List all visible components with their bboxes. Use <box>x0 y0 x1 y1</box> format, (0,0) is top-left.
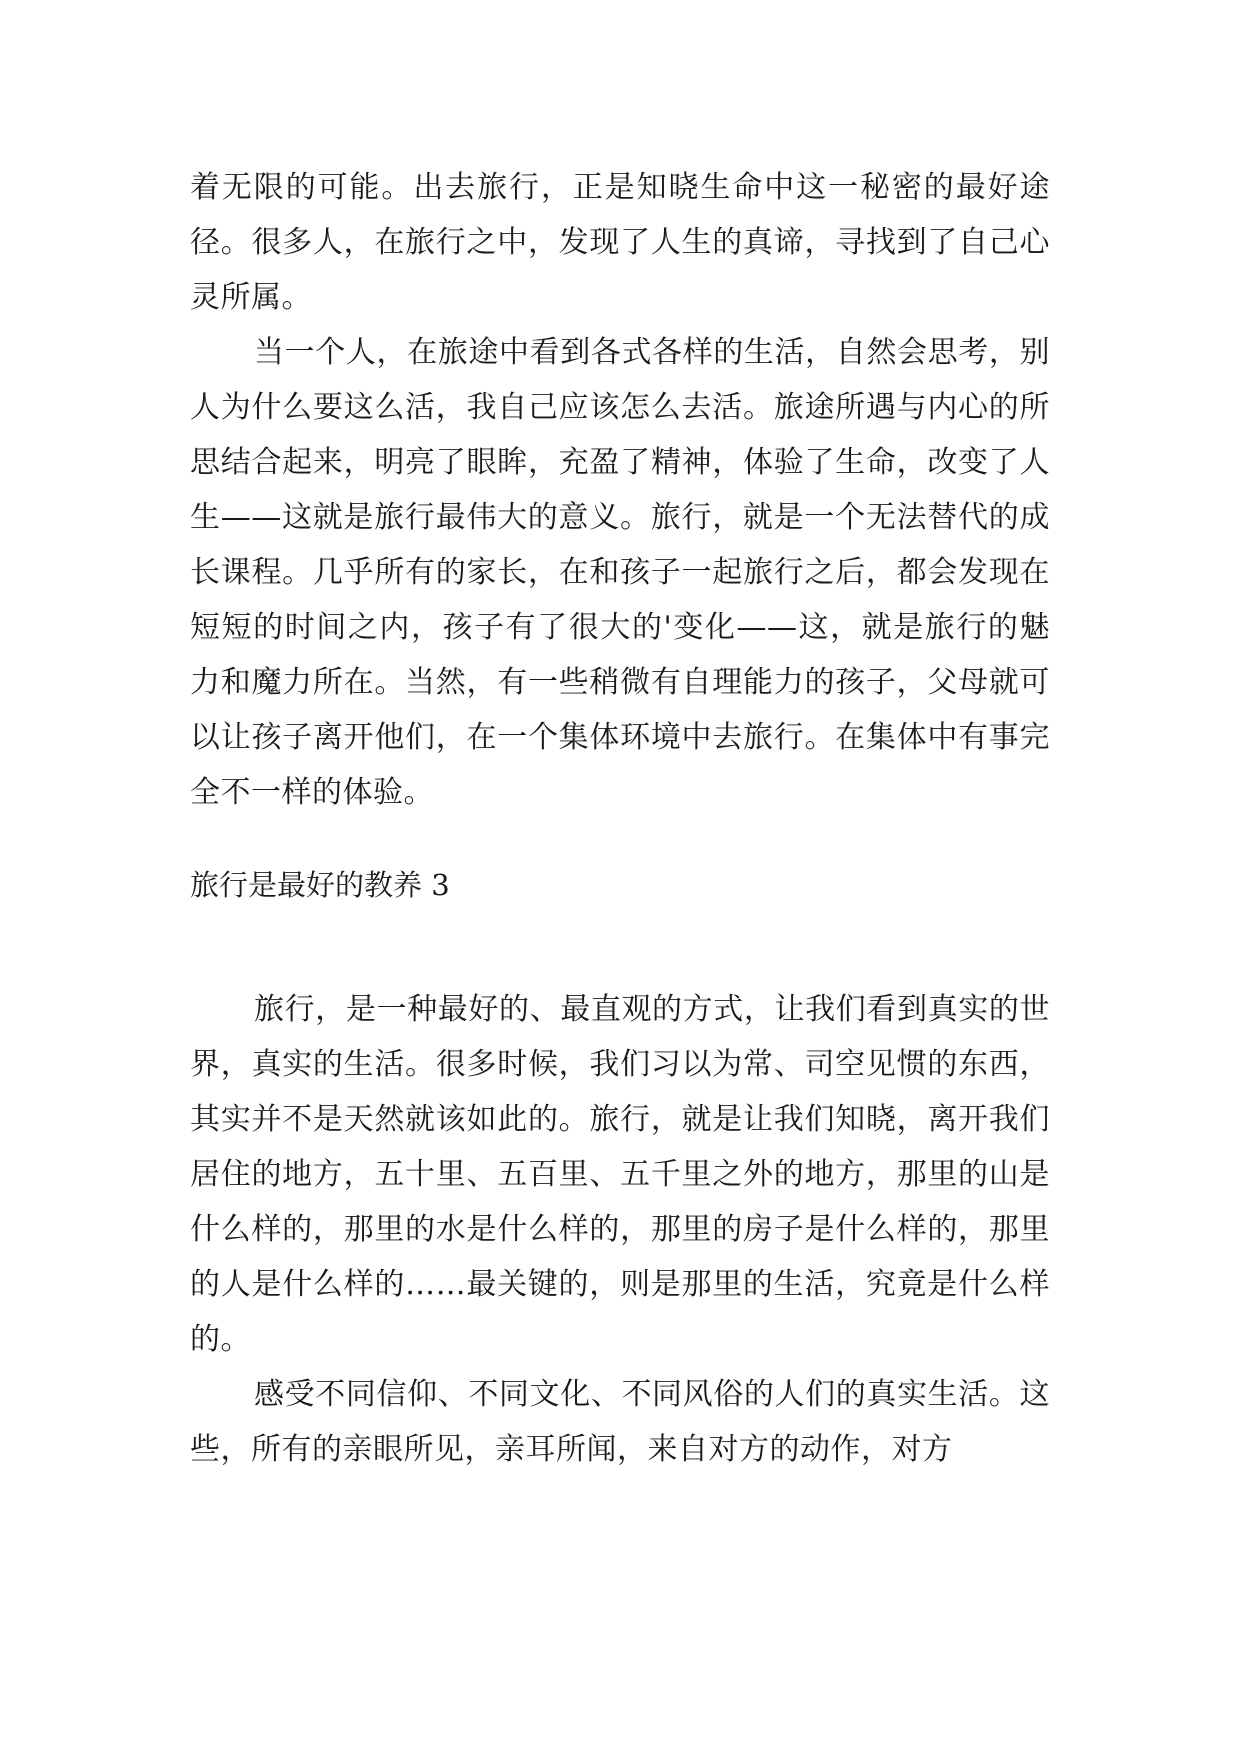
paragraph: 旅行，是一种最好的、最直观的方式，让我们看到真实的世界，真实的生活。很多时候，我们习以为常、司空见惯的东西，其实并不是天然就该如此的。旅行，就是让我们知晓，离开我们居住的地方，五十里、五百里、五千里之外的地方，那里的山是什么样的，那里的水是什么样的，那里的房子是什么样的，那里的人是什么样的……最关键的，则是那里的生活，究竟是什么样的。 <box>190 992 1050 1357</box>
paragraph-continuation: 着无限的可能。出去旅行，正是知晓生命中这一秘密的最好途径。很多人，在旅行之中，发现了人生的真谛，寻找到了自己心灵所属。 <box>190 170 1050 315</box>
section-heading: 旅行是最好的教养 3 <box>190 868 450 902</box>
paragraph: 感受不同信仰、不同文化、不同风俗的人们的真实生活。这些，所有的亲眼所见，亲耳所闻，来自对方的动作，对方 <box>190 1377 1050 1467</box>
paragraph: 当一个人，在旅途中看到各式各样的生活，自然会思考，别人为什么要这么活，我自己应该怎么去活。旅途所遇与内心的所思结合起来，明亮了眼眸，充盈了精神，体验了生命，改变了人生——这就是旅行最伟大的意义。旅行，就是一个无法替代的成长课程。几乎所有的家长，在和孩子一起旅行之后，都会发现在短短的时间之内，孩子有了很大的'变化——这，就是旅行的魅力和魔力所在。当然，有一些稍微有自理能力的孩子，父母就可以让孩子离开他们，在一个集体环境中去旅行。在集体中有事完全不一样的体验。 <box>190 335 1050 810</box>
document-page <box>190 160 1050 1477</box>
